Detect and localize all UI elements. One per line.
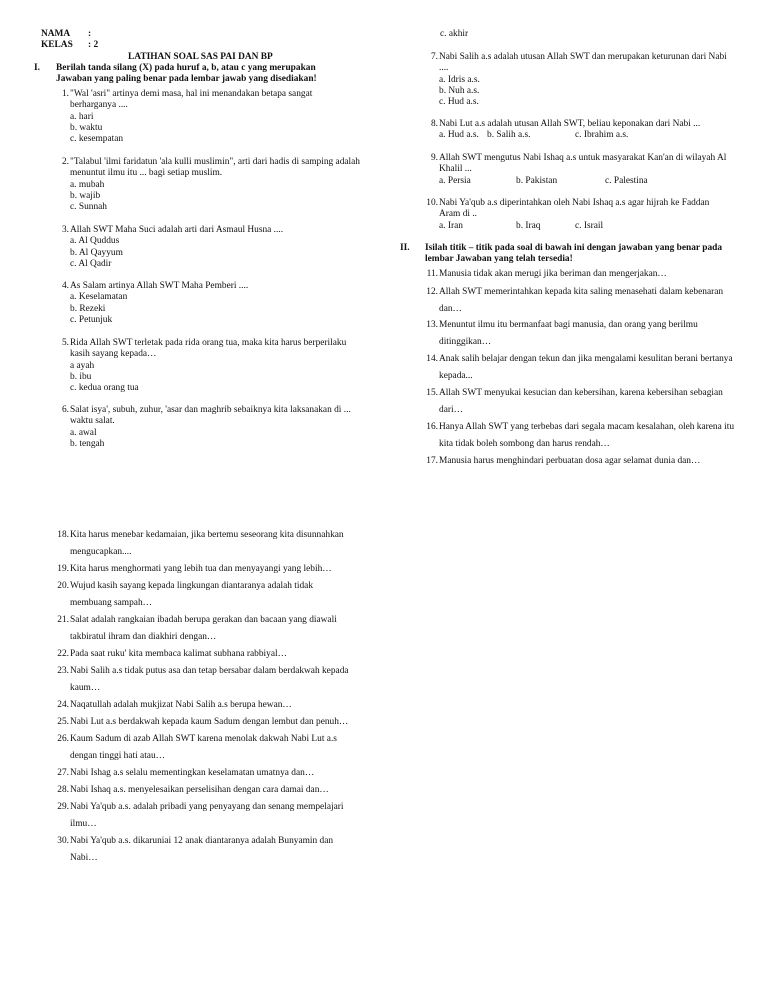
question-number: 22. bbox=[57, 649, 69, 659]
question-30 bbox=[55, 833, 355, 867]
question-text: Nabi Salih a.s adalah utusan Allah SWT dan merupakan keturunan dari Nabi .... bbox=[439, 52, 727, 74]
question-17 bbox=[424, 453, 744, 470]
question-text: Hanya Allah SWT yang terbebas dari segala macam kesalahan, oleh karena itu kita tidak boleh sombong dan harus rendah… bbox=[439, 422, 735, 449]
question-number: 16. bbox=[426, 422, 438, 432]
question-text: Nabi Ya'qub a.s diperintahkan oleh Nabi Ishaq a.s agar hijrah ke Faddan Aram di .. bbox=[439, 198, 710, 220]
option: c. Palestina bbox=[605, 175, 648, 186]
question-10 bbox=[424, 198, 729, 232]
question-number: 24. bbox=[57, 700, 69, 710]
question-number: 27. bbox=[57, 768, 69, 778]
question-7 bbox=[424, 52, 729, 108]
question-text: Nabi Lut a.s berdakwah kepada kaum Sadum dengan lembut dan penuh… bbox=[70, 717, 349, 727]
option: c. Sunnah bbox=[70, 202, 107, 213]
question-26 bbox=[55, 731, 355, 765]
question-text: Rida Allah SWT terletak pada rida orang tua, maka kita harus berperilaku kasih sayang kepada… bbox=[70, 338, 347, 360]
option: c. Al Qadir bbox=[70, 258, 112, 269]
question-29 bbox=[55, 799, 365, 833]
question-number: 23. bbox=[57, 666, 69, 676]
question-4 bbox=[55, 281, 355, 326]
question-text: Allah SWT Maha Suci adalah arti dari Asmaul Husna .... bbox=[70, 225, 284, 235]
question-number: 6. bbox=[61, 405, 69, 415]
question-number: 9. bbox=[430, 153, 438, 163]
question-text: Manusia harus menghindari perbuatan dosa agar selamat dunia dan… bbox=[439, 456, 701, 466]
question-number: 18. bbox=[57, 530, 69, 540]
question-number: 29. bbox=[57, 802, 69, 812]
option: c. Israil bbox=[575, 220, 604, 231]
question-6 bbox=[55, 405, 375, 450]
option: b. Nuh a.s. bbox=[439, 85, 480, 96]
question-text: Pada saat ruku' kita membaca kalimat subhana rabbiyal… bbox=[70, 649, 287, 659]
question-number: 10. bbox=[426, 198, 438, 208]
option: a. Al Quddus bbox=[70, 236, 120, 247]
question-text: Kaum Sadum di azab Allah SWT karena menolak dakwah Nabi Lut a.s dengan tinggi hati atau… bbox=[70, 734, 337, 761]
option: b. tengah bbox=[70, 438, 105, 449]
option: b. Pakistan bbox=[516, 175, 558, 186]
nama-label: NAMA bbox=[41, 29, 71, 39]
question-12 bbox=[424, 284, 744, 318]
question-text: Salat adalah rangkaian ibadah berupa gerakan dan bacaan yang diawali takbiratul ihram dan diakhiri dengan… bbox=[70, 615, 337, 642]
question-text: Anak salih belajar dengan tekun dan jika mengalami kesulitan berani bertanya kepada... bbox=[439, 354, 733, 381]
question-3 bbox=[55, 225, 355, 270]
question-5 bbox=[55, 338, 365, 394]
option: a. Keselamatan bbox=[70, 292, 128, 303]
question-text: Nabi Salih a.s tidak putus asa dan tetap bersabar dalam berdakwah kepada kaum… bbox=[70, 666, 349, 693]
question-text: Nabi Ishag a.s selalu mementingkan keselamatan umatnya dan… bbox=[70, 768, 315, 778]
question-number: 12. bbox=[426, 287, 438, 297]
option: a. mubah bbox=[70, 179, 105, 190]
question-13 bbox=[424, 317, 724, 351]
option: c. Petunjuk bbox=[70, 314, 113, 325]
question-22 bbox=[55, 646, 375, 663]
option: b. Al Qayyum bbox=[70, 247, 123, 258]
section1-instruction: Berilah tanda silang (X) pada huruf a, b, atau c yang merupakan Jawaban yang paling benar pada lembar jawab yang disediakan! bbox=[56, 63, 317, 85]
option: c. Hud a.s. bbox=[439, 97, 479, 108]
question-16 bbox=[424, 419, 744, 453]
question-number: 7. bbox=[430, 52, 438, 62]
option: c. Ibrahim a.s. bbox=[575, 130, 629, 141]
question-11 bbox=[424, 266, 744, 283]
question-number: 17. bbox=[426, 456, 438, 466]
question-number: 3. bbox=[61, 225, 69, 235]
question-1 bbox=[55, 89, 345, 145]
question-text: Naqatullah adalah mukjizat Nabi Salih a.s berupa hewan… bbox=[70, 700, 292, 710]
option: a. Hud a.s. bbox=[439, 130, 479, 141]
option: b. Iraq bbox=[516, 220, 541, 231]
question-2 bbox=[55, 157, 360, 213]
question-number: 15. bbox=[426, 388, 438, 398]
question-number: 28. bbox=[57, 785, 69, 795]
question-18 bbox=[55, 527, 365, 561]
question-text: Nabi Ya'qub a.s. dikaruniai 12 anak diantaranya adalah Bunyamin dan Nabi… bbox=[70, 836, 334, 863]
question-text: "Talabul 'ilmi faridatun 'ala kulli muslimin", arti dari hadis di samping adalah menuntut ilmu itu ... bagi setiap muslim. bbox=[70, 157, 360, 179]
question-8 bbox=[424, 119, 744, 142]
question-28 bbox=[55, 782, 375, 799]
option: c. kesempatan bbox=[70, 134, 124, 145]
question-27 bbox=[55, 765, 375, 782]
kelas-value: : 2 bbox=[88, 40, 99, 50]
question-15 bbox=[424, 385, 744, 419]
question-number: 30. bbox=[57, 836, 69, 846]
question-number: 25. bbox=[57, 717, 69, 727]
question-19 bbox=[55, 561, 375, 578]
option: c. kedua orang tua bbox=[70, 383, 139, 394]
question-number: 4. bbox=[61, 281, 69, 291]
option: a ayah bbox=[70, 360, 95, 371]
kelas-label: KELAS bbox=[41, 40, 73, 50]
question-text: "Wal 'asri" artinya demi masa, hal ini menandakan betapa sangat berharganya .... bbox=[70, 89, 313, 111]
section1-number: I. bbox=[34, 63, 40, 73]
question-number: 2. bbox=[61, 157, 69, 167]
option: a. Iran bbox=[439, 220, 463, 231]
section2-instruction: Isilah titik – titik pada soal di bawah ini dengan jawaban yang benar pada lembar Jawaban yang telah tersedia! bbox=[425, 243, 723, 265]
option: b. ibu bbox=[70, 371, 92, 382]
nama-separator: : bbox=[88, 29, 92, 39]
option: a. hari bbox=[70, 111, 94, 122]
question-text: Wujud kasih sayang kepada lingkungan diantaranya adalah tidak membuang sampah… bbox=[70, 581, 314, 608]
question-text: Menuntut ilmu itu bermanfaat bagi manusia, dan orang yang berilmu ditinggikan… bbox=[439, 320, 698, 347]
question-9 bbox=[424, 153, 734, 187]
option: b. wajib bbox=[70, 190, 101, 201]
question-text: Allah SWT mengutus Nabi Ishaq a.s untuk masyarakat Kan'an di wilayah Al Khalil ... bbox=[439, 153, 727, 175]
question-number: 19. bbox=[57, 564, 69, 574]
option: b. Rezeki bbox=[70, 303, 106, 314]
option: a. Persia bbox=[439, 175, 471, 186]
question-number: 5. bbox=[61, 338, 69, 348]
question-14 bbox=[424, 351, 739, 385]
question-21 bbox=[55, 612, 360, 646]
question-text: Nabi Ya'qub a.s. adalah pribadi yang penyayang dan senang mempelajari ilmu… bbox=[70, 802, 344, 829]
question-text: Salat isya', subuh, zuhur, 'asar dan maghrib sebaiknya kita laksanakan di ... waktu salat. bbox=[70, 405, 351, 427]
section2-number: II. bbox=[400, 243, 410, 253]
option: b. Salih a.s. bbox=[487, 130, 531, 141]
question-number: 20. bbox=[57, 581, 69, 591]
option-continued: c. akhir bbox=[440, 29, 469, 39]
question-number: 1. bbox=[61, 89, 69, 99]
question-text: Kita harus menebar kedamaian, jika bertemu seseorang kita disunnahkan mengucapkan.... bbox=[70, 530, 344, 557]
option: b. waktu bbox=[70, 122, 103, 133]
question-20 bbox=[55, 578, 340, 612]
question-number: 11. bbox=[426, 269, 438, 279]
question-text: Allah SWT memerintahkan kepada kita saling menasehati dalam kebenaran dan… bbox=[439, 287, 724, 314]
page-title: LATIHAN SOAL SAS PAI DAN BP bbox=[128, 52, 273, 62]
question-number: 13. bbox=[426, 320, 438, 330]
question-text: Kita harus menghormati yang lebih tua dan menyayangi yang lebih… bbox=[70, 564, 332, 574]
question-25 bbox=[55, 714, 375, 731]
question-number: 14. bbox=[426, 354, 438, 364]
question-24 bbox=[55, 697, 375, 714]
question-text: As Salam artinya Allah SWT Maha Pemberi .... bbox=[70, 281, 249, 291]
option: a. awal bbox=[70, 427, 97, 438]
question-23 bbox=[55, 663, 370, 697]
question-number: 8. bbox=[430, 119, 438, 129]
question-text: Nabi Lut a.s adalah utusan Allah SWT, beliau keponakan dari Nabi ... bbox=[439, 119, 701, 129]
question-number: 21. bbox=[57, 615, 69, 625]
question-number: 26. bbox=[57, 734, 69, 744]
question-text: Allah SWT menyukai kesucian dan kebersihan, karena kebersihan sebagian dari… bbox=[439, 388, 723, 415]
option: a. Idris a.s. bbox=[439, 74, 480, 85]
question-text: Manusia tidak akan merugi jika beriman dan mengerjakan… bbox=[439, 269, 667, 279]
question-text: Nabi Ishaq a.s. menyelesaikan perselisihan dengan cara damai dan… bbox=[70, 785, 329, 795]
